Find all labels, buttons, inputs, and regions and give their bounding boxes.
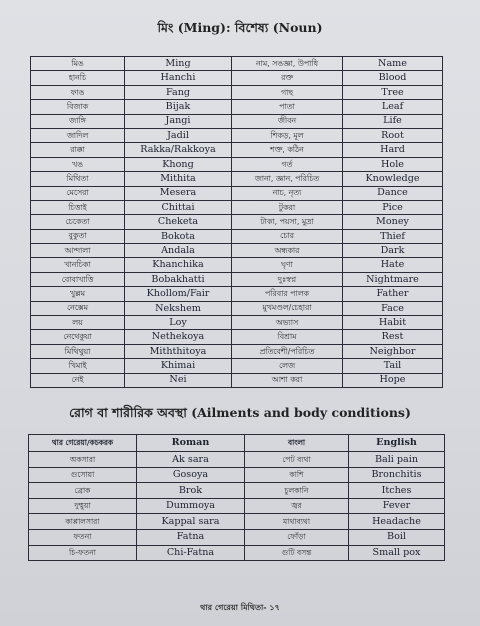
english-cell: Rest	[343, 330, 443, 344]
table-row	[31, 244, 443, 258]
native-term-cell: মিথিতা	[31, 172, 125, 186]
native-term-cell: খানচিকা	[31, 258, 125, 272]
english-cell: Hope	[343, 373, 443, 387]
english-cell: Fever	[349, 498, 445, 514]
native-term-cell: আন্দালা	[31, 244, 125, 258]
roman-cell: Bokota	[125, 229, 232, 243]
table-row	[31, 128, 443, 142]
table-row	[31, 330, 443, 344]
table-row	[31, 71, 443, 85]
native-term-cell: দুম্মুয়া	[29, 498, 137, 514]
bangla-cell: শিকড়, মূল	[232, 128, 343, 142]
native-term-cell: খিমাই	[31, 359, 125, 373]
english-cell: Hard	[343, 143, 443, 157]
table-row	[29, 514, 445, 530]
native-term-cell: ফাঙ	[31, 85, 125, 99]
native-term-cell: জাঙ্গি	[31, 114, 125, 128]
native-term-cell: হানচি	[31, 71, 125, 85]
english-cell: Knowledge	[343, 172, 443, 186]
roman-cell: Fatna	[137, 529, 245, 545]
bangla-cell: রক্ত	[232, 71, 343, 85]
roman-cell: Kappal sara	[137, 514, 245, 530]
english-cell: Life	[343, 114, 443, 128]
table-row	[31, 57, 443, 71]
english-cell: Nightmare	[343, 272, 443, 286]
english-cell: Neighbor	[343, 344, 443, 358]
english-cell: Hate	[343, 258, 443, 272]
native-term-cell: বিজাক	[31, 100, 125, 114]
roman-cell: Chi-Fatna	[137, 545, 245, 561]
roman-cell: Khimai	[125, 359, 232, 373]
roman-cell: Nekshem	[125, 301, 232, 315]
table-row	[31, 143, 443, 157]
native-term-cell: খঙ	[31, 157, 125, 171]
table-row	[31, 344, 443, 358]
bangla-cell: জানা, জ্ঞান, পরিচিত	[232, 172, 343, 186]
bangla-cell: শক্ত, কঠিন	[232, 143, 343, 157]
table-row	[31, 85, 443, 99]
roman-cell: Mithita	[125, 172, 232, 186]
bangla-cell: গাছ	[232, 85, 343, 99]
header-roman: Roman	[137, 435, 245, 452]
ailments-section-title: রোগ বা শারীরিক অবস্থা (Ailments and body conditions)	[69, 405, 411, 420]
english-cell: Headache	[349, 514, 445, 530]
roman-cell: Gosoya	[137, 467, 245, 483]
bangla-cell: চুলকানি	[245, 483, 349, 499]
english-cell: Leaf	[343, 100, 443, 114]
table-row	[31, 100, 443, 114]
table-row	[31, 172, 443, 186]
page-footer: থার গেরেয়া মিথিতা- ১৭	[200, 603, 280, 612]
english-cell: Money	[343, 215, 443, 229]
roman-cell: Nethekoya	[125, 330, 232, 344]
roman-cell: Khollom/Fair	[125, 287, 232, 301]
english-cell: Father	[343, 287, 443, 301]
roman-cell: Rakka/Rakkoya	[125, 143, 232, 157]
roman-cell: Dummoya	[137, 498, 245, 514]
table-header-row	[29, 435, 445, 452]
table-row	[31, 359, 443, 373]
roman-cell: Jadil	[125, 128, 232, 142]
table-row	[31, 114, 443, 128]
english-cell: Root	[343, 128, 443, 142]
header-native-term: থার গেরেয়া/কচকরক	[29, 435, 137, 452]
table-row	[29, 529, 445, 545]
bangla-cell: নাম, সঙজ্ঞা, উপাধি	[232, 57, 343, 71]
native-term-cell: নেথেকুয়া	[31, 330, 125, 344]
roman-cell: Ak sara	[137, 452, 245, 468]
native-term-cell: মেসেরা	[31, 186, 125, 200]
bangla-cell: প্রতিবেশী/পরিচিত	[232, 344, 343, 358]
table-row	[31, 258, 443, 272]
roman-cell: Cheketa	[125, 215, 232, 229]
bangla-cell: লেজ	[232, 359, 343, 373]
native-term-cell: মিথিথুয়া	[31, 344, 125, 358]
table-row	[31, 229, 443, 243]
table-row	[29, 452, 445, 468]
bangla-cell: মাথাব্যথা	[245, 514, 349, 530]
noun-section-title: মিং (Ming): বিশেষ্য (Noun)	[157, 20, 323, 35]
english-cell: Dark	[343, 244, 443, 258]
noun-vocabulary-table	[30, 56, 443, 388]
table-row	[31, 272, 443, 286]
native-term-cell: মিঙ	[31, 57, 125, 71]
native-term-cell: ব্রোক	[29, 483, 137, 499]
table-row	[31, 157, 443, 171]
bangla-cell: মুখমণ্ডল/চেহারা	[232, 301, 343, 315]
bangla-cell: ঘৃণা	[232, 258, 343, 272]
native-term-cell: লয়	[31, 316, 125, 330]
native-term-cell: খুল্লম	[31, 287, 125, 301]
bangla-cell: চোর	[232, 229, 343, 243]
roman-cell: Nei	[125, 373, 232, 387]
english-cell: Tree	[343, 85, 443, 99]
table-row	[31, 287, 443, 301]
native-term-cell: রাক্কা	[31, 143, 125, 157]
english-cell: Bali pain	[349, 452, 445, 468]
bangla-cell: কাশি	[245, 467, 349, 483]
roman-cell: Andala	[125, 244, 232, 258]
bangla-cell: নাচ, নৃত্য	[232, 186, 343, 200]
table-row	[31, 186, 443, 200]
roman-cell: Loy	[125, 316, 232, 330]
table-row	[31, 301, 443, 315]
table-row	[29, 498, 445, 514]
bangla-cell: গুটি বসন্ত	[245, 545, 349, 561]
bangla-cell: পরিবার পালক	[232, 287, 343, 301]
bangla-cell: টুকরা	[232, 200, 343, 214]
header-bangla: বাংলা	[245, 435, 349, 452]
table-row	[31, 215, 443, 229]
native-term-cell: গুসোয়া	[29, 467, 137, 483]
native-term-cell: নেক্সেম	[31, 301, 125, 315]
table-row	[29, 483, 445, 499]
native-term-cell: কাপ্পালসারা	[29, 514, 137, 530]
bangla-cell: জীবন	[232, 114, 343, 128]
ailments-table	[28, 434, 445, 561]
native-term-cell: অকসারা	[29, 452, 137, 468]
native-term-cell: চি-ফতনা	[29, 545, 137, 561]
roman-cell: Miththitoya	[125, 344, 232, 358]
bangla-cell: আশা করা	[232, 373, 343, 387]
bangla-cell: অভ্যাস	[232, 316, 343, 330]
bangla-cell: দুঃস্বপ্ন	[232, 272, 343, 286]
english-cell: Name	[343, 57, 443, 71]
bangla-cell: ফোঁড়া	[245, 529, 349, 545]
table-row	[29, 545, 445, 561]
english-cell: Thief	[343, 229, 443, 243]
roman-cell: Jangi	[125, 114, 232, 128]
roman-cell: Bobakhatti	[125, 272, 232, 286]
english-cell: Habit	[343, 316, 443, 330]
header-english: English	[349, 435, 445, 452]
roman-cell: Khong	[125, 157, 232, 171]
roman-cell: Fang	[125, 85, 232, 99]
english-cell: Boil	[349, 529, 445, 545]
english-cell: Tail	[343, 359, 443, 373]
english-cell: Face	[343, 301, 443, 315]
roman-cell: Brok	[137, 483, 245, 499]
english-cell: Pice	[343, 200, 443, 214]
english-cell: Blood	[343, 71, 443, 85]
bangla-cell: গর্ত	[232, 157, 343, 171]
native-term-cell: বুকুতা	[31, 229, 125, 243]
table-row	[31, 200, 443, 214]
roman-cell: Hanchi	[125, 71, 232, 85]
bangla-cell: পাতা	[232, 100, 343, 114]
native-term-cell: চেকেতা	[31, 215, 125, 229]
table-row	[31, 316, 443, 330]
roman-cell: Ming	[125, 57, 232, 71]
english-cell: Small pox	[349, 545, 445, 561]
bangla-cell: টাকা, পয়সা, মুদ্রা	[232, 215, 343, 229]
table-row	[31, 373, 443, 387]
bangla-cell: অন্ধকার	[232, 244, 343, 258]
roman-cell: Bijak	[125, 100, 232, 114]
roman-cell: Mesera	[125, 186, 232, 200]
native-term-cell: বোবাখাত্তি	[31, 272, 125, 286]
bangla-cell: বিশ্রাম	[232, 330, 343, 344]
native-term-cell: চিত্তাই	[31, 200, 125, 214]
native-term-cell: নেই	[31, 373, 125, 387]
native-term-cell: জাদিল	[31, 128, 125, 142]
bangla-cell: জ্বর	[245, 498, 349, 514]
english-cell: Dance	[343, 186, 443, 200]
english-cell: Itches	[349, 483, 445, 499]
table-row	[29, 467, 445, 483]
native-term-cell: ফতনা	[29, 529, 137, 545]
roman-cell: Khanchika	[125, 258, 232, 272]
roman-cell: Chittai	[125, 200, 232, 214]
bangla-cell: পেট ব্যথা	[245, 452, 349, 468]
english-cell: Bronchitis	[349, 467, 445, 483]
english-cell: Hole	[343, 157, 443, 171]
